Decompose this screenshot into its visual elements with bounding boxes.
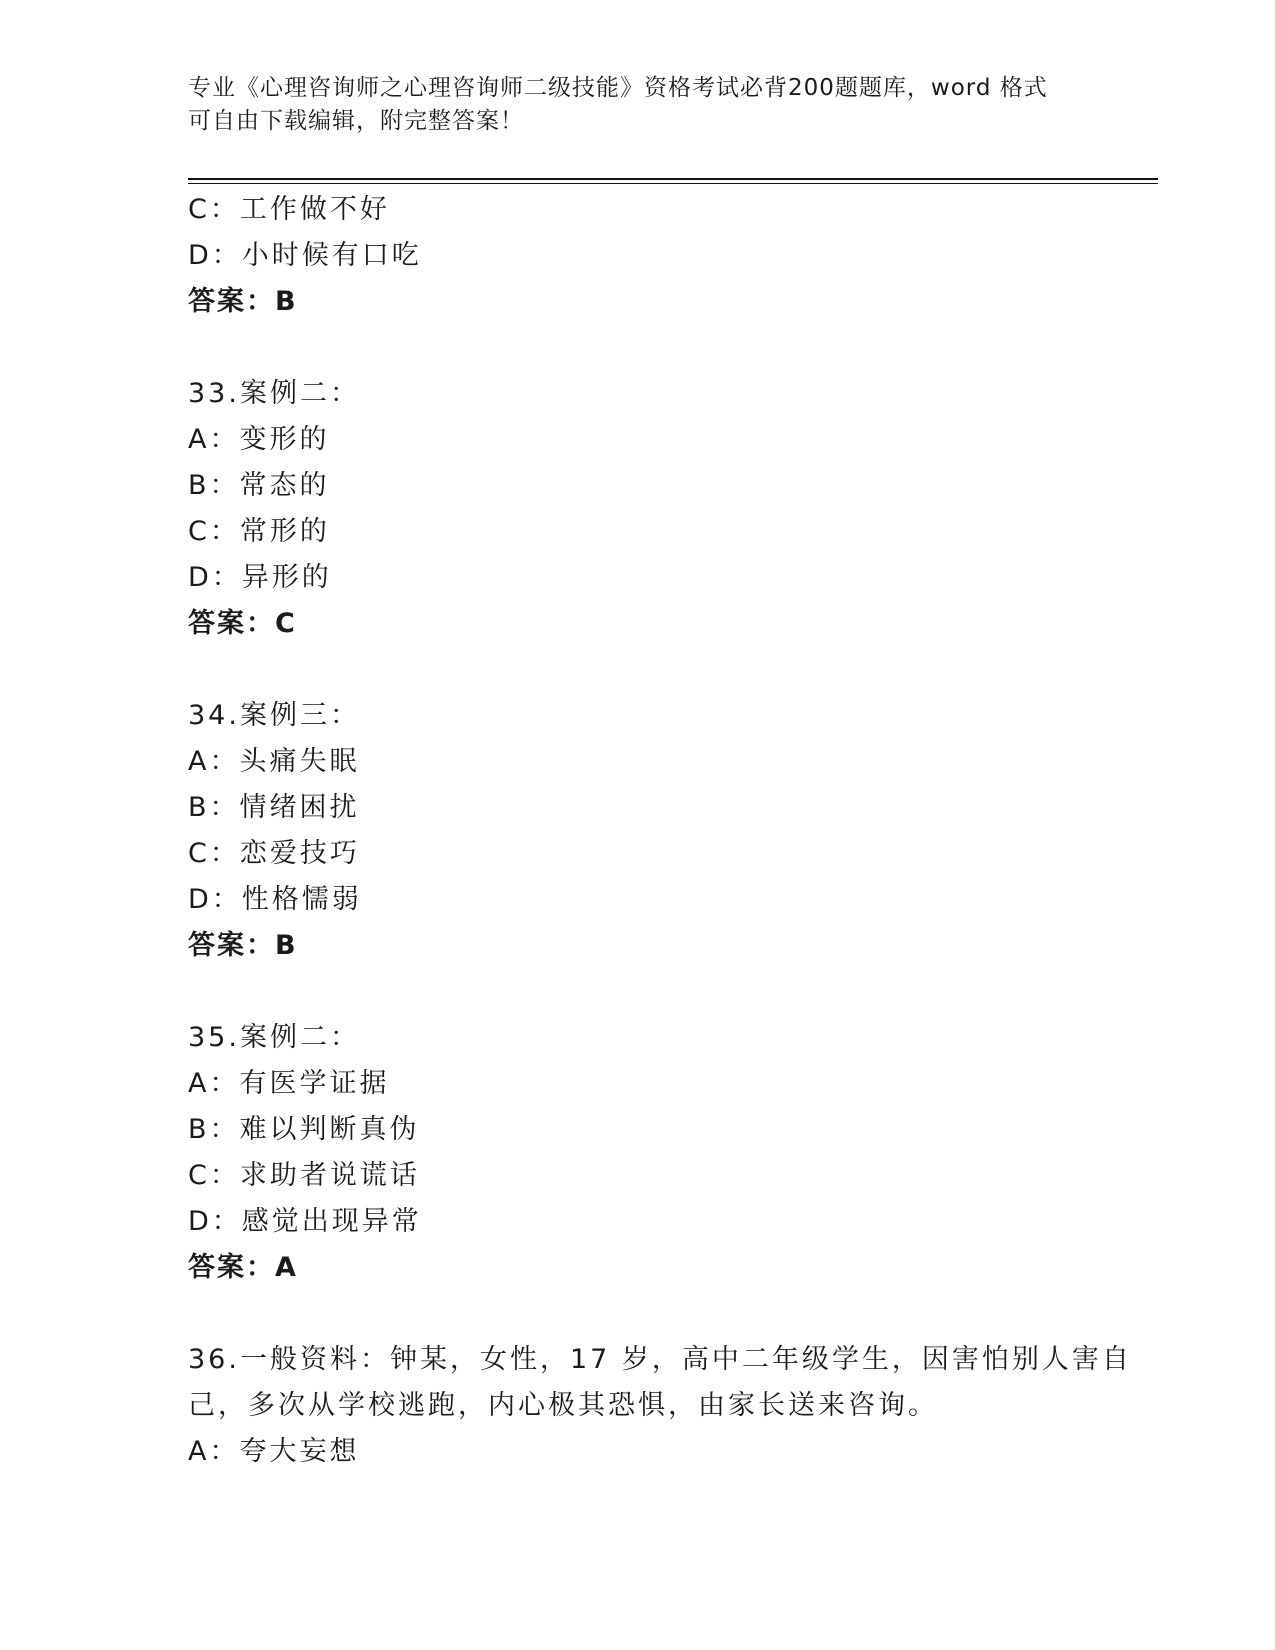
- option-b: B：难以判断真伪: [188, 1114, 420, 1145]
- header-title-line1: 专业《心理咨询师之心理咨询师二级技能》资格考试必背200题题库，word 格式: [188, 75, 1048, 101]
- option-c: C：常形的: [188, 516, 330, 547]
- document-header: [188, 72, 1088, 138]
- option-a: A：夸大妄想: [188, 1436, 360, 1467]
- answer-line: 答案：B: [188, 930, 298, 961]
- option-d: D：小时候有口吃: [188, 240, 422, 271]
- header-title-line2: 可自由下载编辑，附完整答案！: [188, 108, 524, 134]
- spacer: [188, 325, 1118, 371]
- question-block-34: [188, 693, 1118, 969]
- option-a: A：头痛失眠: [188, 746, 360, 777]
- question-text-line2: 己，多次从学校逃跑，内心极其恐惧，由家长送来咨询。: [188, 1390, 938, 1421]
- option-c: C：恋爱技巧: [188, 838, 360, 869]
- question-list: [188, 187, 1132, 1475]
- option-a: A：有医学证据: [188, 1068, 390, 1099]
- option-d: D：性格懦弱: [188, 884, 362, 915]
- header-divider-thin: [188, 183, 1158, 184]
- header-divider-thick: [188, 178, 1158, 180]
- question-text: 35.案例二：: [188, 1022, 360, 1053]
- question-block-36: [188, 1337, 1132, 1475]
- question-block-32: [188, 187, 1118, 325]
- option-c: C：求助者说谎话: [188, 1160, 420, 1191]
- spacer: [188, 647, 1118, 693]
- question-block-33: [188, 371, 1118, 647]
- option-a: A：变形的: [188, 424, 330, 455]
- spacer: [188, 969, 1118, 1015]
- option-d: D：异形的: [188, 562, 332, 593]
- question-text-line1: 36.一般资料：钟某，女性，17 岁，高中二年级学生，因害怕别人害自: [188, 1344, 1132, 1375]
- option-d: D：感觉出现异常: [188, 1206, 422, 1237]
- question-block-35: [188, 1015, 1118, 1291]
- spacer: [188, 1291, 1118, 1337]
- answer-line: 答案：A: [188, 1252, 298, 1283]
- answer-line: 答案：C: [188, 608, 297, 639]
- question-text: 33.案例二：: [188, 378, 360, 409]
- option-c: C：工作做不好: [188, 194, 390, 225]
- answer-line: 答案：B: [188, 286, 298, 317]
- option-b: B：情绪困扰: [188, 792, 360, 823]
- question-text: 34.案例三：: [188, 700, 360, 731]
- option-b: B：常态的: [188, 470, 330, 501]
